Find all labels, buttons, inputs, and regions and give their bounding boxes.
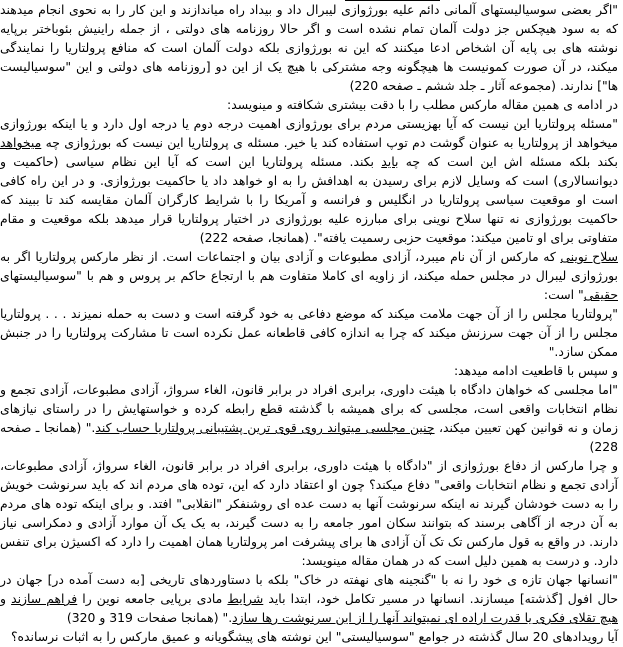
paragraph-text: ." (همانجا ـ صفحه 228): [0, 420, 618, 454]
paragraph-text: "انسانها جهان تازه ی خود را نه با "گنجینه های نهفته در خاک" بلکه با دستاوردهای تاریخی [به دست آمده در] جهان در حال افول [گذشته] میسازند. انسانها در مسیر تکامل خود، ابتدا باید: [0, 572, 618, 606]
paragraph-quote-parliament-blame: [0, 304, 618, 361]
paragraph-text: "اگر بعضی سوسیالیستهای آلمانی دائم علیه بورژوازی لیبرال داد و بیداد راه میاندازند و این کار را به نحوی انجام میدهند که به سود هیچکس جز دولت آلمان تمام نشده است و اگر حالا روزنامه های دولتی ، از جمله راینیش بئوباختر برپایه نوشته های بی پایه آن اشخاص ادعا میکنند که این نه بورژوازی بلکه دولت آلمان است که منافع پرولتاریا را نمایندگی میکند، در آن صورت کمونیست ها هیچگونه وجه مشترکی با هیچ یک از این دو [روزنامه های دولتی و این "سوسیالیست ها"] ندارند. (مجموعه آثار ـ جلد ششم ـ صفحه 220): [0, 2, 618, 93]
paragraph-text: " است:: [543, 287, 584, 302]
paragraph-quote-humans-build: [0, 570, 618, 627]
paragraph-why-marx-defends: [0, 456, 618, 570]
paragraph-quote-socialists: [0, 0, 618, 95]
underlined-word-true: حقیقی: [583, 287, 618, 302]
paragraph-text: و چرا مارکس از دفاع بورژوازی از "دادگاه با هیئت داوری، برابری افراد در برابر قانون، الغاء سرواژ، آزادی مطبوعات، آزادی تجمع و نظام انتخابات واقعی" دفاع میکند؟ چون او اعتقاد دارد که این، توده های مردم اند که باید سرنوشت خویش را به دست خودشان گیرند نه اینکه سرنوشت آنها به دست عده ای روشنفکر "انقلابی" افتد. و برای اینکه توده های مردم به آن درجه از آگاهی برسند که بتوانند سکان امور جامعه را به دست گیرند، به یک یک آن موارد آزادی و دمکراسی نیاز دارند. در واقع به قول مارکس تک تک آن آزادی ها برای پیشرفت امر پرولتاریا همان اهمیت را دارد که اکسیژن برای تنفس دارد. و درست به همین دلیل است که در همان مقاله مینویسد:: [0, 458, 618, 568]
underlined-phrase-new-weapon: سلاح نوینی: [560, 249, 618, 264]
underlined-phrase-strongest-support: چنین مجلسی میتواند روی قوی ترین پشتیبانی پرولتاریا حساب کند: [95, 420, 435, 435]
paragraph-continuation-intro: [0, 95, 618, 114]
underlined-phrase-no-effort: هیچ تقلای فکری یا قدرت اراده ای نمیتواند آنها را از این سرنوشت رها سازد: [232, 610, 618, 625]
paragraph-text: آیا رویدادهای 20 سال گذشته در جوامع "سوسیالیستی" این نوشته های پیشگویانه و عمیق مارکس را به اثبات نرسانده؟: [10, 629, 618, 644]
underlined-word-wants: میخواهد: [0, 135, 42, 150]
paragraph-closing-question: [0, 627, 618, 646]
paragraph-quote-parliament-support: [0, 380, 618, 456]
paragraph-text: بکند. مسئله پرولتاریا این است که آیا این نظام سیاسی (حاکمیت و دیوانسالاری) است که وسایل لازم برای رسیدن به اهدافش را به او خواهد داد یا حاکمیت بورژوازی. و در این راه کافی است او موقعیت سیاسی پرولتاریا در انگلیس و فرانسه و آمریکا را با شرایط کارگران آلمان مقایسه کند تا ببیند که حاکمیت بورژوازی نه تنها سلاح نوینی برای مبارزه علیه بورژوازی در اختیار پرولتاریا قرار میدهد بلکه موقعیت و مقام متفاوتی برای او تامین میکند: موقعیت حزبی رسمیت یافته". (همانجا، صفحه 222): [0, 154, 618, 245]
paragraph-text: "مسئله پرولتاریا این نیست که آیا بهزیستی مردم برای بورژوازی اهمیت درجه دوم یا درجه اول دارد و یا اینکه بورژوازی میخواهد از پرولتاریا به عنوان گوشت دم توپ استفاده کند یا خیر. مسئله ی پرولتاریا این نیست که بورژوازی چه: [0, 116, 618, 150]
paragraph-text: در ادامه ی همین مقاله مارکس مطلب را با دقت بیشتری شکافته و مینویسد:: [227, 97, 618, 112]
paragraph-text: "پرولتاریا مجلس را از آن جهت ملامت میکند که موضع دفاعی به خود گرفته است و دست به حمله نمیزند . . . پرولتاریا مجلس را از آن جهت سرزنش میکند که چرا به اندازه کافی قاطعانه عمل نکرده است تا مشارکت پرولتاریا را در جنبش ممکن سازد.": [0, 306, 618, 359]
underlined-word-conditions: شرایط: [227, 591, 264, 606]
paragraph-then-continues: [0, 361, 618, 380]
paragraph-text: بکند بلکه مسئله اش این است که چه: [398, 154, 618, 169]
underlined-word-must: باید: [381, 154, 399, 169]
paragraph-text: و سپس با قاطعیت ادامه میدهد:: [453, 363, 618, 378]
paragraph-text: "اما مجلسی که خواهان دادگاه با هیئت داوری، برابری افراد در برابر قانون، الغاء سرواژ، آزادی مطبوعات، آزادی تجمع و نظام انتخابات واقعی است، مجلسی که برای همیشه با گذشته قطع رابطه کرده و خواستهایش را در راستای نیازهای زمان و نه قوانین کهن تعیین میکند،: [0, 382, 619, 435]
underlined-phrase-provide: فراهم سازند: [11, 591, 78, 606]
paragraph-text: که مارکس از آن نام میبرد، آزادی مطبوعات و آزادی بیان و اجتماعات است. از نظر مارکس پرولتاریا اگر به بورژوازی لیبرال در مجلس حمله میکند، از زاویه ای کاملا متفاوت هم با ارتجاع حاکم بر پروس و هم با "سوسیالیستهای: [0, 249, 618, 283]
paragraph-new-weapon: [0, 247, 618, 304]
paragraph-text: ." (همانجا صفحات 319 و 320): [66, 610, 233, 625]
paragraph-text: و: [0, 591, 12, 606]
paragraph-quote-proletariat-question: [0, 114, 618, 247]
paragraph-text: مادی برپایی جامعه نوین را: [77, 591, 228, 606]
